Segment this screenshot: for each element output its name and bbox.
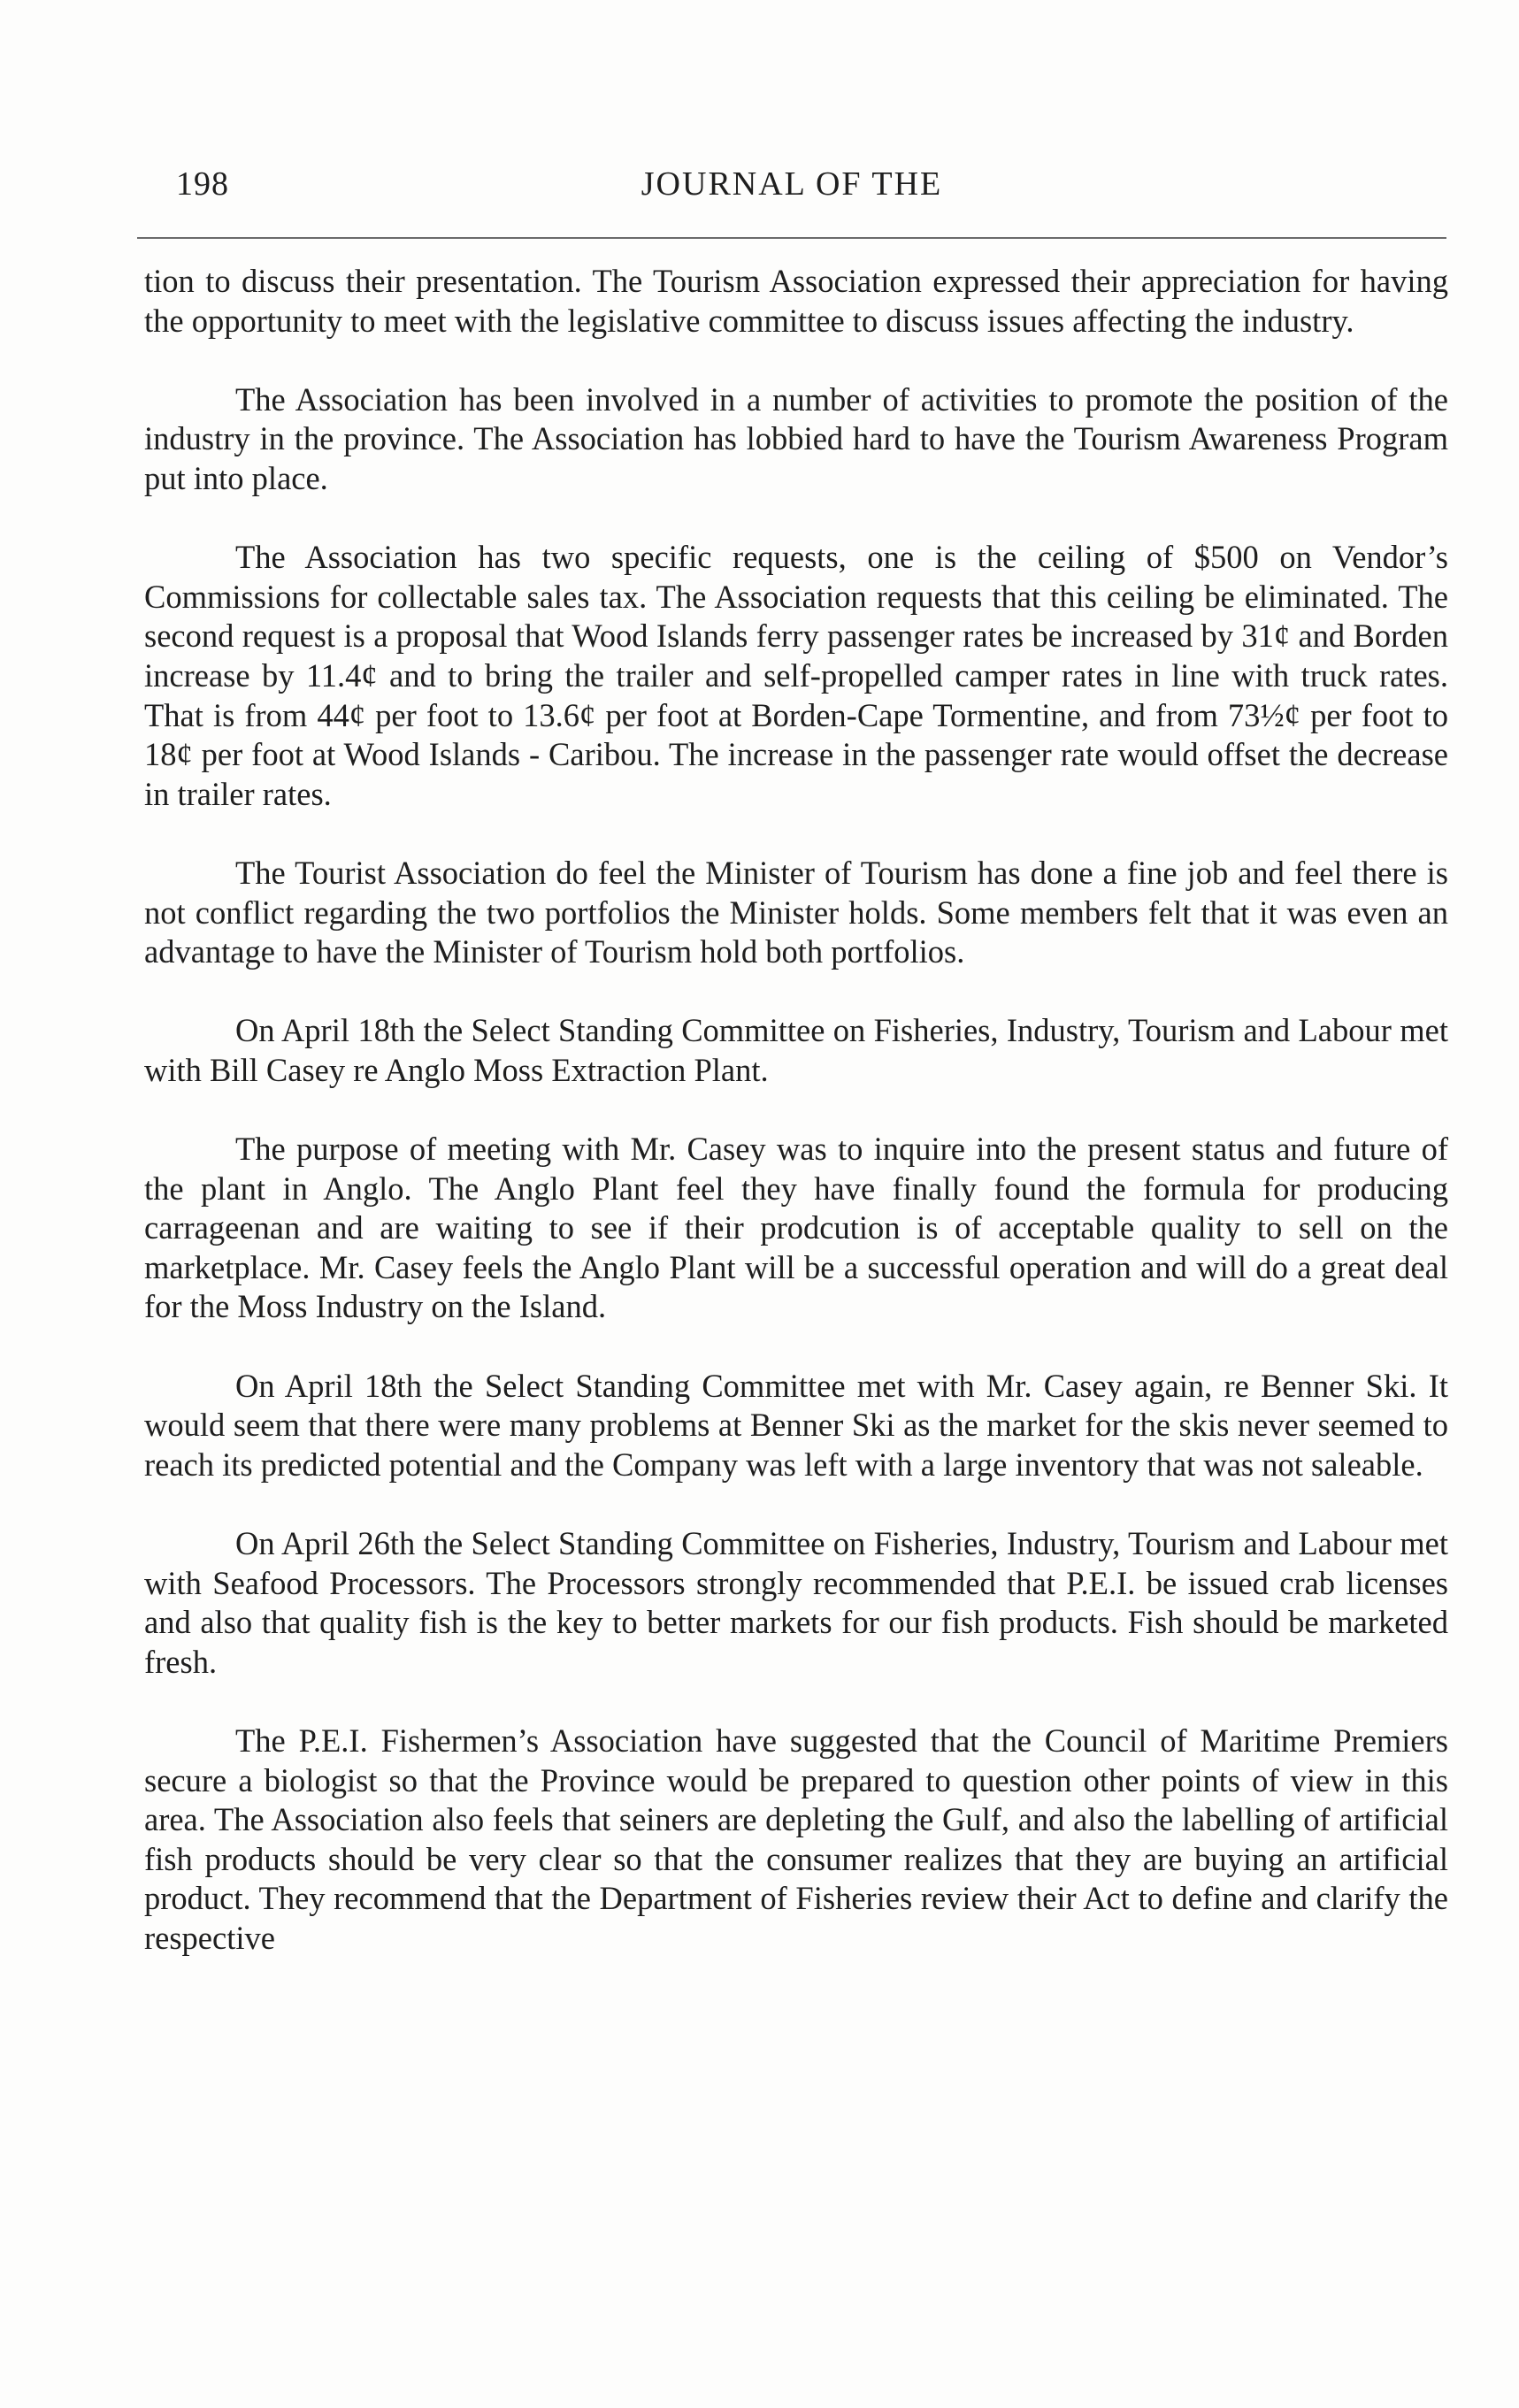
paragraph: On April 18th the Select Standing Committee on Fisheries, Industry, Tourism and Labour met with Bill Casey re Anglo Moss Extraction Plant. (144, 1012, 1448, 1088)
page-number: 198 (176, 165, 229, 203)
paragraph: On April 26th the Select Standing Committee on Fisheries, Industry, Tourism and Labour met with Seafood Processors. The Processors strongly recommended that P.E.I. be issued crab licenses and also that quality fish is the key to better markets for our fish products. Fish should be marketed fresh. (144, 1525, 1448, 1680)
paragraph: tion to discuss their presentation. The Tourism Association expressed their appreciation for having the opportunity to meet with the legislative committee to discuss issues affecting the industry. (144, 263, 1448, 339)
paragraph: The purpose of meeting with Mr. Casey was to inquire into the present status and future of the plant in Anglo. The Anglo Plant feel they have finally found the formula for producing carrageenan and are waiting to see if their prodcution is of acceptable quality to sell on the marketplace. Mr. Casey feels the Anglo Plant will be a successful operation and will do a great deal for the Moss Industry on the Island. (144, 1131, 1448, 1325)
paragraph: The Association has two specific requests, one is the ceiling of $500 on Vendor’s Commissions for collectable sales tax. The Association requests that this ceiling be eliminated. The second request is a proposal that Wood Islands ferry passenger rates be increased by 31¢ and Borden increase by 11.4¢ and to bring the trailer and self-propelled camper rates in line with truck rates. That is from 44¢ per foot to 13.6¢ per foot at Borden-Cape Tormentine, and from 73½¢ per foot to 18¢ per foot at Wood Islands - Caribou. The increase in the passenger rate would offset the decrease in trailer rates. (144, 539, 1448, 812)
paragraph: The P.E.I. Fishermen’s Association have suggested that the Council of Maritime Premiers secure a biologist so that the Province would be prepared to question other points of view in this area. The Association also feels that seiners are depleting the Gulf, and also the labelling of artificial fish products should be very clear so that the consumer realizes that they are buying an artificial product. They recommend that the Department of Fisheries review their Act to define and clarify the respective (144, 1722, 1448, 1956)
running-head (137, 165, 1446, 209)
body-text (144, 262, 1448, 1959)
paragraph: On April 18th the Select Standing Committee met with Mr. Casey again, re Benner Ski. It would seem that there were many problems at Benner Ski as the market for the skis never seemed to reach its predicted potential and the Company was left with a large inventory that was not saleable. (144, 1367, 1448, 1483)
paragraph: The Association has been involved in a number of activities to promote the position of the industry in the province. The Association has lobbied hard to have the Tourism Awareness Program put into place. (144, 380, 1448, 496)
paragraph: The Tourist Association do feel the Minister of Tourism has done a fine job and feel there is not conflict regarding the two portfolios the Minister holds. Some members felt that it was even an advantage to have the Minister of Tourism hold both portfolios. (144, 854, 1448, 970)
header-rule (137, 237, 1446, 239)
running-title: JOURNAL OF THE (641, 165, 943, 203)
